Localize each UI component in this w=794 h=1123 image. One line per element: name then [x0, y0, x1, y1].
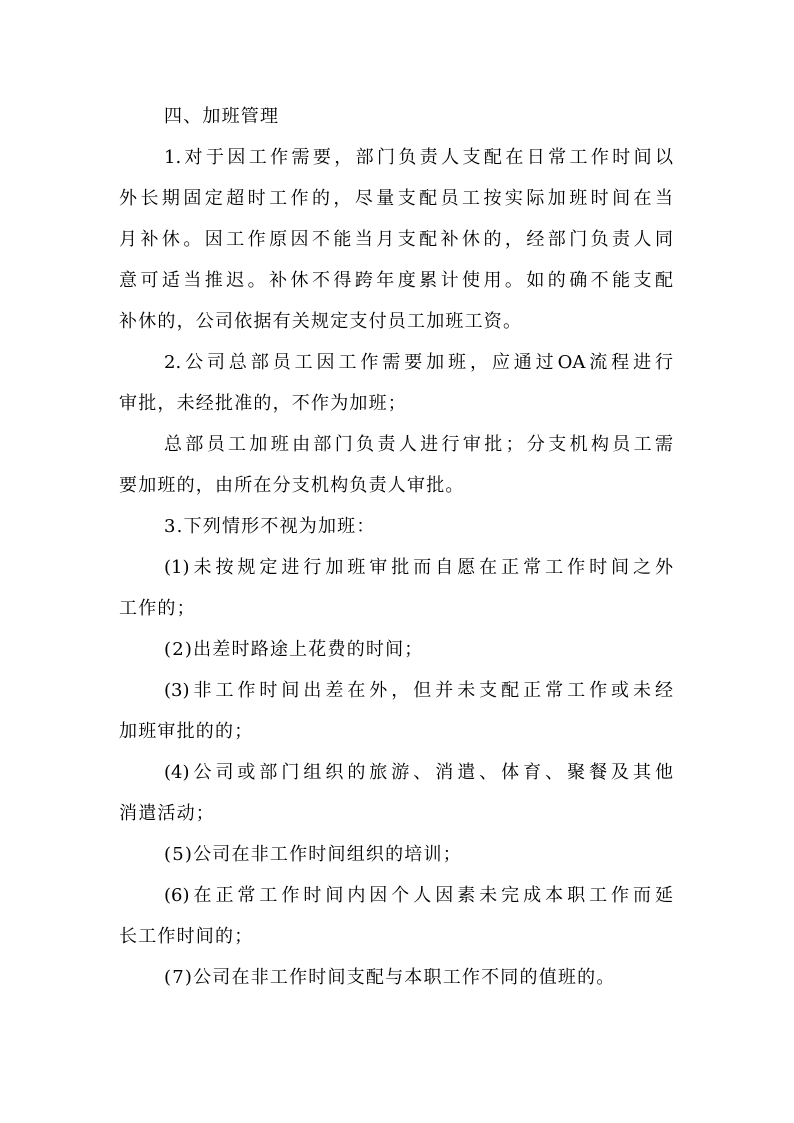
list-item-line: (5)公司在非工作时间组织的培训；: [164, 844, 462, 865]
paragraph-line: 补休的，公司依据有关规定支付员工加班工资。: [119, 311, 523, 332]
paragraph-line: 审批，未经批准的，不作为加班；: [119, 393, 407, 414]
document-body: [119, 96, 673, 998]
paragraph-line: 2.公司总部员工因工作需要加班，应通过OA流程进行: [164, 352, 673, 373]
list-heading: 3.下列情形不视为加班：: [164, 516, 376, 537]
section-heading: 四、加班管理: [164, 106, 280, 127]
list-item-line: (7)公司在非工作时间支配与本职工作不同的值班的。: [164, 967, 616, 988]
paragraph-line: 意可适当推迟。补休不得跨年度累计使用。如的确不能支配: [119, 270, 673, 291]
paragraph-line: 总部员工加班由部门负责人进行审批；分支机构员工需: [164, 434, 673, 455]
list-item-line: (2)出差时路途上花费的时间；: [164, 639, 424, 660]
paragraph-line: 月补休。因工作原因不能当月支配补休的，经部门负责人同: [119, 229, 673, 250]
list-item-line: 工作的；: [119, 598, 196, 619]
list-item-line: (4)公司或部门组织的旅游、消遣、体育、聚餐及其他: [164, 762, 673, 783]
paragraph-line: 1.对于因工作需要，部门负责人支配在日常工作时间以: [164, 147, 673, 168]
list-item-line: (6)在正常工作时间内因个人因素未完成本职工作而延: [164, 885, 673, 906]
list-item-line: (3)非工作时间出差在外，但并未支配正常工作或未经: [164, 680, 673, 701]
paragraph-line: 外长期固定超时工作的，尽量支配员工按实际加班时间在当: [119, 188, 673, 209]
paragraph-line: 要加班的，由所在分支机构负责人审批。: [119, 475, 465, 496]
list-item-line: 长工作时间的；: [119, 926, 254, 947]
list-item-line: (1)未按规定进行加班审批而自愿在正常工作时间之外: [164, 557, 673, 578]
list-item-line: 加班审批的的；: [119, 721, 254, 742]
list-item-line: 消遣活动；: [119, 803, 215, 824]
